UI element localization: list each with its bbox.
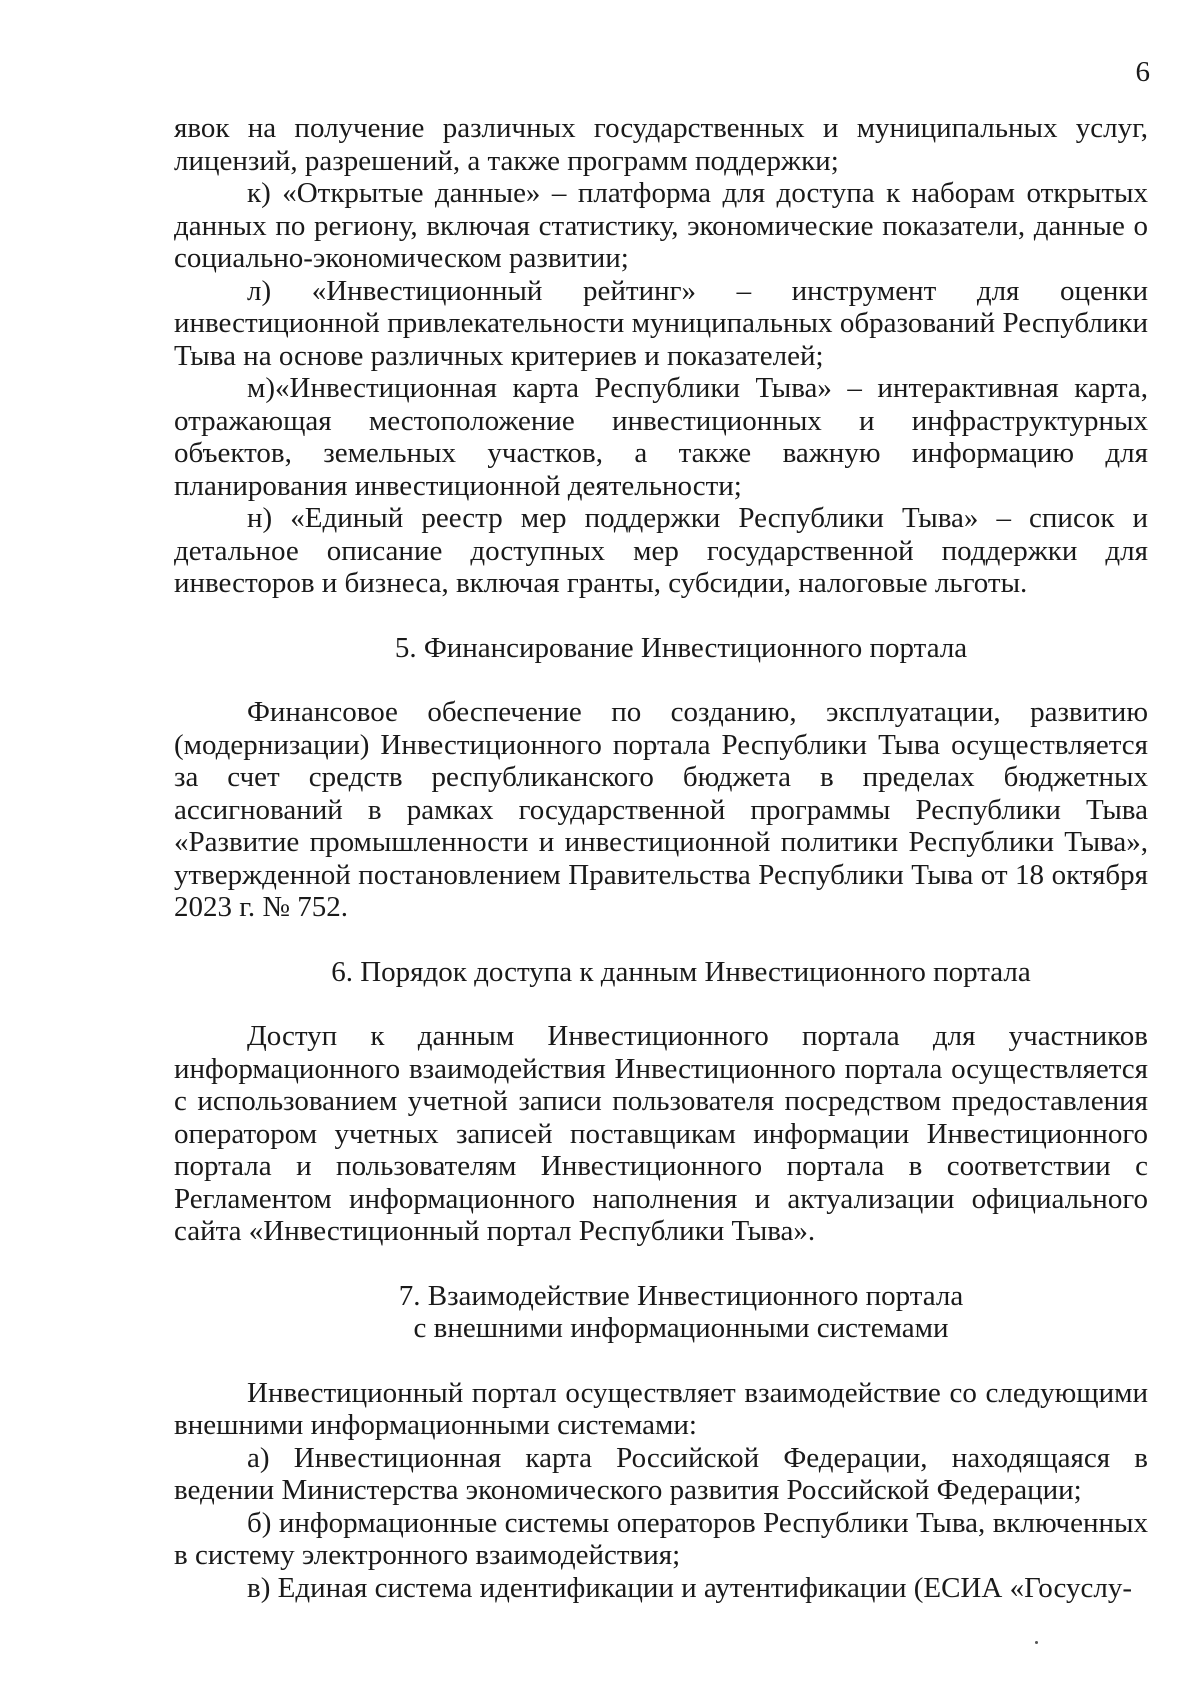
page-number: 6 [1135,56,1150,88]
list-item-k: к) «Открытые данные» – платформа для доступа к наборам открытых данных по региону, включая статистику, экономические показатели, данные о социально-экономическом развитии; [174,177,1148,274]
list-item-n: н) «Единый реестр мер поддержки Республики Тыва» – список и детальное описание доступных мер государственной поддержки для инвесторов и бизнеса, включая гранты, субсидии, налоговые льготы. [174,502,1148,599]
list-item-b: б) информационные системы операторов Республики Тыва, включенных в систему электронного взаимодействия; [174,1506,1148,1571]
section-7-heading [174,1280,1148,1345]
list-item-l: л) «Инвестиционный рейтинг» – инструмент для оценки инвестиционной привлекательности муниципальных образований Республики Тыва на основе различных критериев и показателей; [174,274,1148,372]
list-item-m: м)«Инвестиционная карта Республики Тыва» – интерактивная карта, отражающая местоположение инвестиционных и инфраструктурных объектов, земельных участков, а также важную информацию для планирования инвестиционной деятельности; [174,372,1148,502]
section-6-body: Доступ к данным Инвестиционного портала для участников информационного взаимодействия Инвестиционного портала осуществляется с использованием учетной записи пользователя посредством предоставления оператором учетных записей поставщикам информации Инвестиционного портала и пользователям Инвестиционного портала в соответствии с Регламентом информационного наполнения и актуализации официального сайта «Инвестиционный портал Республики Тыва». [174,1020,1148,1247]
section-5-body: Финансовое обеспечение по созданию, эксплуатации, развитию (модернизации) Инвестиционного портала Республики Тыва осуществляется за счет средств республиканского бюджета в пределах бюджетных ассигнований в рамках государственной программы Республики Тыва «Развитие промышленности и инвестиционной политики Республики Тыва», утвержденной постановлением Правительства Республики Тыва от 18 октября 2023 г. № 752. [174,696,1148,923]
list-item-v: в) Единая система идентификации и аутентификации (ЕСИА «Госуслу- [247,1571,1132,1604]
section-5-heading: 5. Финансирование Инвестиционного портала [394,631,968,664]
list-item-a: а) Инвестиционная карта Российской Федерации, находящаяся в ведении Министерства экономического развития Российской Федерации; [174,1441,1148,1506]
paragraph-continuation: явок на получение различных государственных и муниципальных услуг, лицензий, разрешений, а также программ поддержки; [174,112,1148,177]
section-7-heading-line-2: с внешними информационными системами [413,1312,949,1344]
section-6-heading: 6. Порядок доступа к данным Инвестиционного портала [331,955,1031,988]
section-7-intro: Инвестиционный портал осуществляет взаимодействие со следующими внешними информационными системами: [174,1376,1148,1441]
scan-speck [1035,1641,1038,1644]
document-body [174,112,1148,1604]
section-7-heading-line-1: 7. Взаимодействие Инвестиционного портала [398,1279,964,1312]
